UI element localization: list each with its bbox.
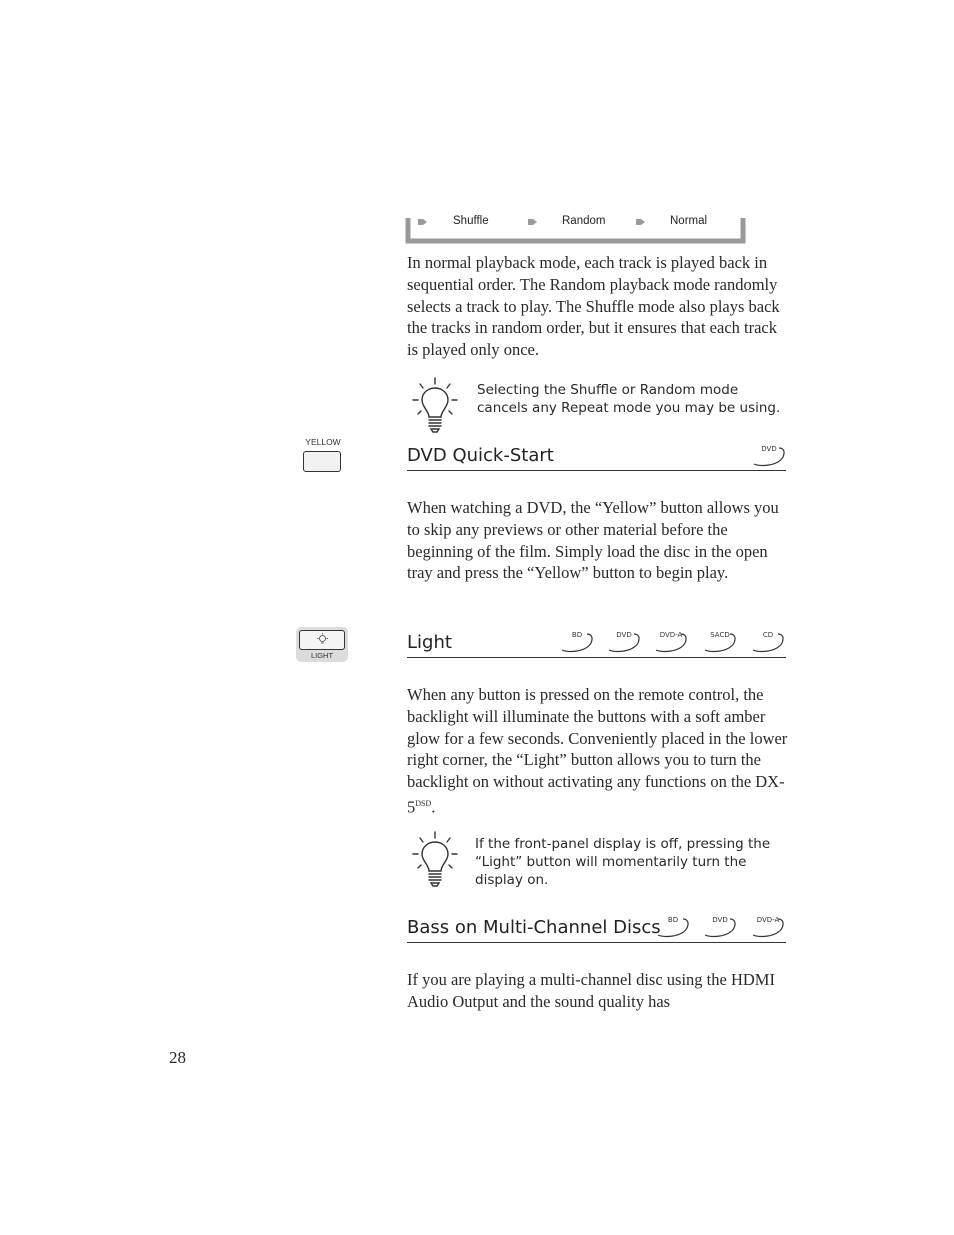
arrow-icon [418,218,427,226]
disc-badge-cd: CD [751,632,785,654]
disc-badge-sacd: SACD [703,632,737,654]
disc-badge-dvd: DVD [607,632,641,654]
section-title-light: Light [407,632,452,653]
arrow-icon [528,218,537,226]
disc-badge-dvd-audio: DVD-A [751,917,785,939]
sequence-item-shuffle: Shuffle [453,215,489,227]
sequence-item-normal: Normal [670,215,708,227]
light-paragraph: When any button is pressed on the remote control, the backlight will illuminate the buttons with a soft amber glow for a few seconds. Conveniently placed in the lower right corner, the “Light” button allows you to turn the backlight on without activating any functions on the $DX-5^{DSD}$. [407,685,788,817]
light-button-label: LIGHT [310,651,334,660]
section-divider [407,657,786,658]
playback-paragraph: In normal playback mode, each track is played back in sequential order. The Random playback mode randomly selects a track to play. The Shuffle mode also plays back the tracks in random order, but it ensures that each track is played only once. [407,253,780,360]
disc-badge-dvd: DVD [752,446,786,468]
dvd-quick-start-paragraph: When watching a DVD, the “Yellow” button allows you to skip any previews or other material before the beginning of the film. Simply load the disc in the open tray and press the “Yellow” button to begin play. [407,498,779,583]
yellow-button-illustration [303,451,341,472]
section-title-bass-multichannel: Bass on Multi-Channel Discs [407,917,661,938]
dsd-superscript: DSD [415,798,432,808]
bulb-icon [316,633,329,646]
page-number: 28 [169,1048,186,1067]
lightbulb-tip-icon [410,830,460,888]
disc-badge-dvd-audio: DVD-A [654,632,688,654]
bass-paragraph: If you are playing a multi-channel disc using the HDMI Audio Output and the sound quality has [407,970,775,1011]
light-tip: If the front-panel display is off, pressing the “Light” button will momentarily turn the display on. [475,836,771,888]
disc-badge-dvd: DVD [703,917,737,939]
section-divider [407,942,786,943]
playback-tip: Selecting the Shuffle or Random mode cancels any Repeat mode you may be using. [477,382,781,416]
section-divider [407,470,786,471]
section-title-dvd-quick-start: DVD Quick-Start [407,445,554,466]
disc-badge-bd: BD [656,917,690,939]
lightbulb-tip-icon [410,376,460,434]
disc-badge-bd: BD [560,632,594,654]
light-button-illustration [296,627,348,662]
yellow-button-label: YELLOW [305,437,341,447]
arrow-icon [636,218,645,226]
light-button-face [299,630,345,650]
sequence-item-random: Random [562,215,606,227]
